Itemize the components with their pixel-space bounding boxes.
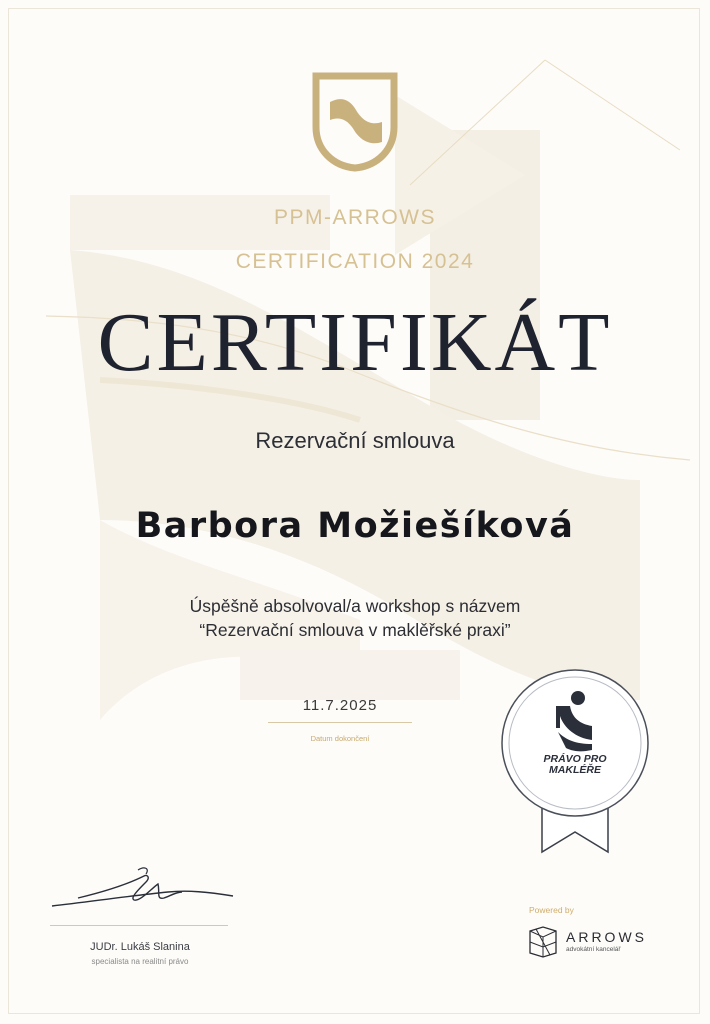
description-line-2: “Rezervační smlouva v maklěřské praxi” [199, 620, 511, 640]
signature-image [48, 862, 238, 922]
signature-line [50, 925, 228, 926]
badge-text-line-1: PRÁVO PRO [543, 753, 607, 765]
arrows-brand-name: ARROWS [566, 929, 647, 945]
program-title: PPM-ARROWS [274, 206, 436, 229]
powered-by-label: Powered by [529, 905, 574, 915]
date-divider [268, 722, 412, 723]
completion-date: 11.7.2025 [302, 697, 378, 714]
arrows-brand-subtitle: advokátní kancelář [566, 946, 621, 953]
arrows-logo-icon [528, 925, 558, 959]
program-year: CERTIFICATION 2024 [235, 250, 475, 273]
date-label: Datum dokončení [310, 734, 370, 743]
recipient-name: Barbora Možiešíková [135, 506, 575, 546]
shield-logo-icon [312, 72, 398, 172]
certificate-title: CERTIFIKÁT [97, 296, 613, 389]
badge-text-line-2: MAKLÉŘE [549, 764, 601, 776]
signatory-name: JUDr. Lukáš Slanina [90, 941, 190, 953]
description-line-1: Úspěšně absolvoval/a workshop s názvem [189, 596, 521, 616]
completion-description [0, 594, 710, 642]
course-name: Rezervační smlouva [255, 428, 455, 453]
signatory-role: specialista na realitní právo [91, 957, 189, 966]
